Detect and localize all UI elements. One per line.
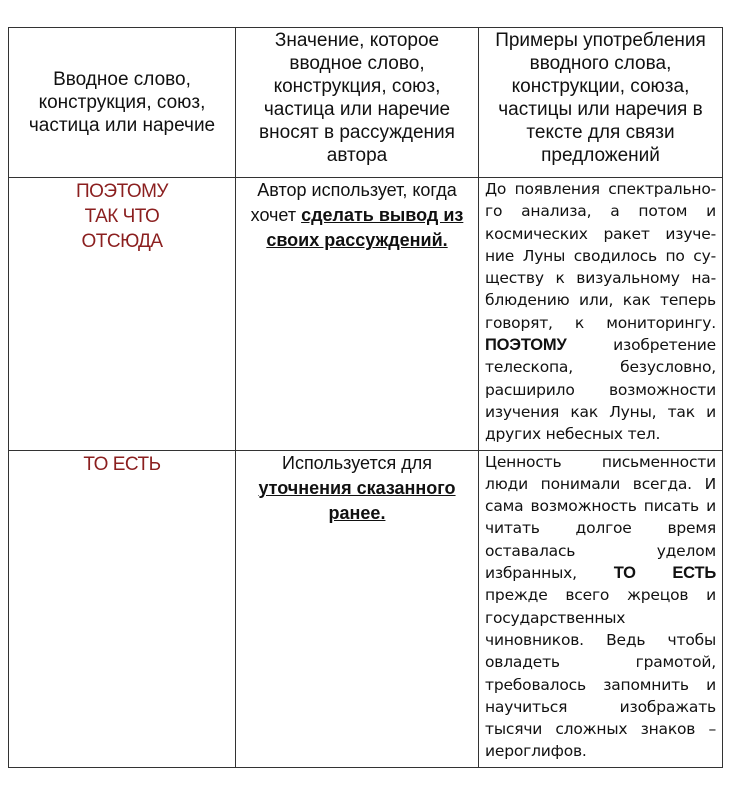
table-row bbox=[9, 450, 723, 767]
meaning-text bbox=[236, 178, 478, 253]
example-text-after: прежде всего жрецов и государственных чиновников. Ведь чтобы овладеть грамотой, требовалось запомнить и научиться изображать тысячи сложных знаков – иероглифов. bbox=[485, 586, 716, 761]
table-row bbox=[9, 178, 723, 451]
example-text-before: Ценность письменности люди понимали всегда. И сама возможность писать и читать долгое время оставалась уделом избранных, bbox=[485, 452, 716, 583]
keyword-cell bbox=[9, 450, 236, 767]
example-text bbox=[479, 178, 722, 450]
meaning-cell bbox=[236, 178, 479, 451]
example-keyword: ПОЭТОМУ bbox=[485, 336, 567, 355]
example-cell bbox=[479, 178, 723, 451]
example-cell bbox=[479, 450, 723, 767]
meaning-prefix: Автор использует, когда хочет bbox=[250, 180, 457, 225]
table-header-row bbox=[9, 28, 723, 178]
keyword: ТАК ЧТО bbox=[84, 206, 160, 227]
meaning-prefix: Используется для bbox=[282, 452, 432, 473]
example-keyword: ТО ЕСТЬ bbox=[613, 564, 716, 583]
keyword-cell bbox=[9, 178, 236, 451]
header-cell-examples bbox=[479, 28, 723, 178]
keyword: ПОЭТОМУ bbox=[75, 181, 169, 202]
header-cell-meaning bbox=[236, 28, 479, 178]
keyword-list bbox=[9, 451, 235, 477]
example-text-after: изобретение телескопа, безусловно, расширило возможности изучения как Луны, так и других небесных тел. bbox=[485, 336, 716, 444]
keyword: ОТСЮДА bbox=[81, 231, 163, 252]
header-cell-word bbox=[9, 28, 236, 178]
keyword-list bbox=[9, 178, 235, 254]
header-label: Вводное слово, конструкция, союз, частица или наречие bbox=[28, 69, 216, 136]
meaning-emphasis: уточнения сказанного ранее. bbox=[258, 477, 456, 523]
meaning-text bbox=[236, 451, 478, 526]
meaning-cell bbox=[236, 450, 479, 767]
meaning-emphasis: сделать вывод из своих рассуждений. bbox=[266, 205, 464, 250]
conjunctions-table bbox=[8, 27, 723, 768]
header-label: Примеры употребления вводного слова, конструкции, союза, частицы или наречия в тексте для связи предложений bbox=[495, 30, 706, 166]
example-text-before: До появления спектрально-го анализа, а потом и космических ракет изуче-ние Луны сводилось по су-ществу к визуальному на-блюдению или, как теперь говорят, к мониторингу. bbox=[485, 180, 716, 332]
header-label: Значение, которое вводное слово, конструкция, союз, частица или наречие вносят в рассуждения автора bbox=[259, 30, 455, 166]
keyword: ТО ЕСТЬ bbox=[83, 453, 161, 475]
example-text bbox=[479, 451, 722, 767]
